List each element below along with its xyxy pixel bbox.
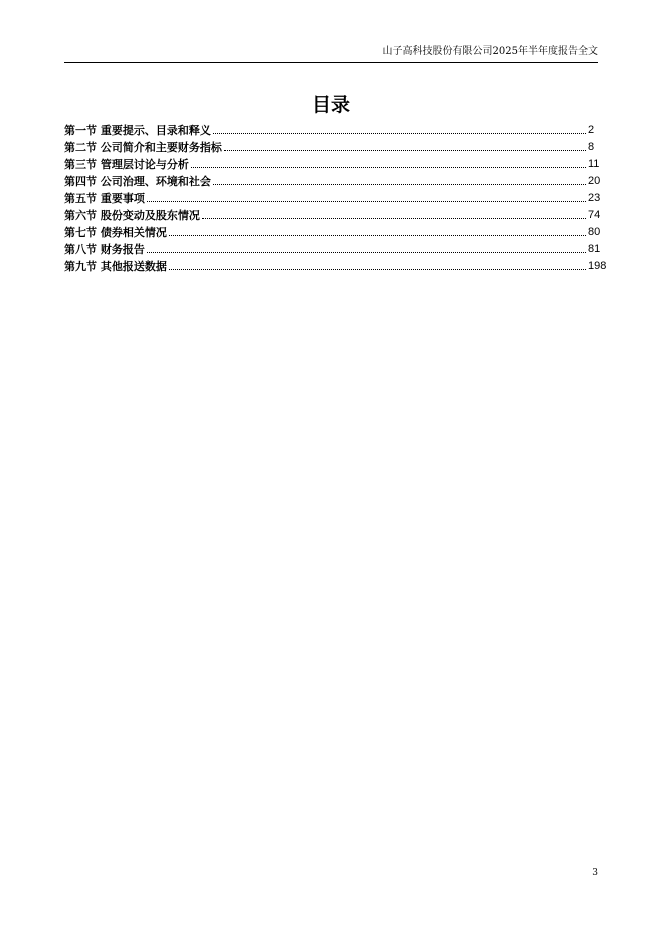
toc-entry-label xyxy=(64,157,189,172)
toc-leader-dots xyxy=(202,217,586,219)
toc-entry-label xyxy=(64,191,145,206)
toc-leader-dots xyxy=(213,183,586,185)
toc-page-number: 8 xyxy=(588,141,595,153)
toc-entry-5[interactable] xyxy=(64,189,608,206)
toc-page-number: 74 xyxy=(588,209,601,221)
toc-section-title: 公司简介和主要财务指标 xyxy=(100,141,222,154)
page-number: 3 xyxy=(592,868,598,878)
toc-leader-dots xyxy=(191,166,586,168)
toc-section: 第七节 xyxy=(64,226,97,239)
toc-leader-dots xyxy=(147,200,586,202)
header-text: 山子高科技股份有限公司2025年半年度报告全文 xyxy=(382,46,598,57)
toc-page-number: 80 xyxy=(588,226,601,238)
toc-section-title: 公司治理、环境和社会 xyxy=(100,175,211,188)
toc-page-number: 11 xyxy=(588,158,600,170)
toc-section-title: 债券相关情况 xyxy=(100,226,167,239)
toc-section: 第八节 xyxy=(64,243,97,256)
toc-page-number: 23 xyxy=(588,192,601,204)
toc-section-title: 财务报告 xyxy=(100,243,145,256)
toc-leader-dots xyxy=(224,149,586,151)
toc-entry-6[interactable] xyxy=(64,206,608,223)
toc-section: 第一节 xyxy=(64,124,97,137)
toc-page-number: 198 xyxy=(588,260,607,272)
toc-leader-dots xyxy=(169,268,586,270)
toc-entry-label xyxy=(64,140,222,155)
toc-entry-4[interactable] xyxy=(64,172,608,189)
toc-entry-label xyxy=(64,259,167,274)
toc-page-number: 81 xyxy=(588,243,601,255)
toc-entry-label xyxy=(64,225,167,240)
toc-leader-dots xyxy=(213,132,586,134)
toc-section: 第五节 xyxy=(64,192,97,205)
toc-page-number: 20 xyxy=(588,175,601,187)
page-header xyxy=(64,44,598,63)
toc-section-title: 股份变动及股东情况 xyxy=(100,209,200,222)
table-of-contents xyxy=(64,121,608,274)
toc-page-number: 2 xyxy=(588,124,595,136)
toc-leader-dots xyxy=(147,251,586,253)
toc-entry-1[interactable] xyxy=(64,121,608,138)
toc-section-title: 重要提示、目录和释义 xyxy=(100,124,211,137)
toc-section-title: 其他报送数据 xyxy=(100,260,167,273)
toc-entry-label xyxy=(64,123,211,138)
toc-entry-9[interactable] xyxy=(64,257,608,274)
toc-entry-label xyxy=(64,242,145,257)
toc-section-title: 管理层讨论与分析 xyxy=(100,158,189,171)
toc-entry-7[interactable] xyxy=(64,223,608,240)
toc-section-title: 重要事项 xyxy=(100,192,145,205)
toc-entry-2[interactable] xyxy=(64,138,608,155)
toc-entry-label xyxy=(64,174,211,189)
toc-leader-dots xyxy=(169,234,586,236)
toc-section: 第九节 xyxy=(64,260,97,273)
toc-section: 第二节 xyxy=(64,141,97,154)
toc-title: 目录 xyxy=(311,94,350,116)
toc-section: 第六节 xyxy=(64,209,97,222)
toc-section: 第四节 xyxy=(64,175,97,188)
toc-entry-label xyxy=(64,208,200,223)
toc-section: 第三节 xyxy=(64,158,97,171)
toc-entry-3[interactable] xyxy=(64,155,608,172)
toc-entry-8[interactable] xyxy=(64,240,608,257)
